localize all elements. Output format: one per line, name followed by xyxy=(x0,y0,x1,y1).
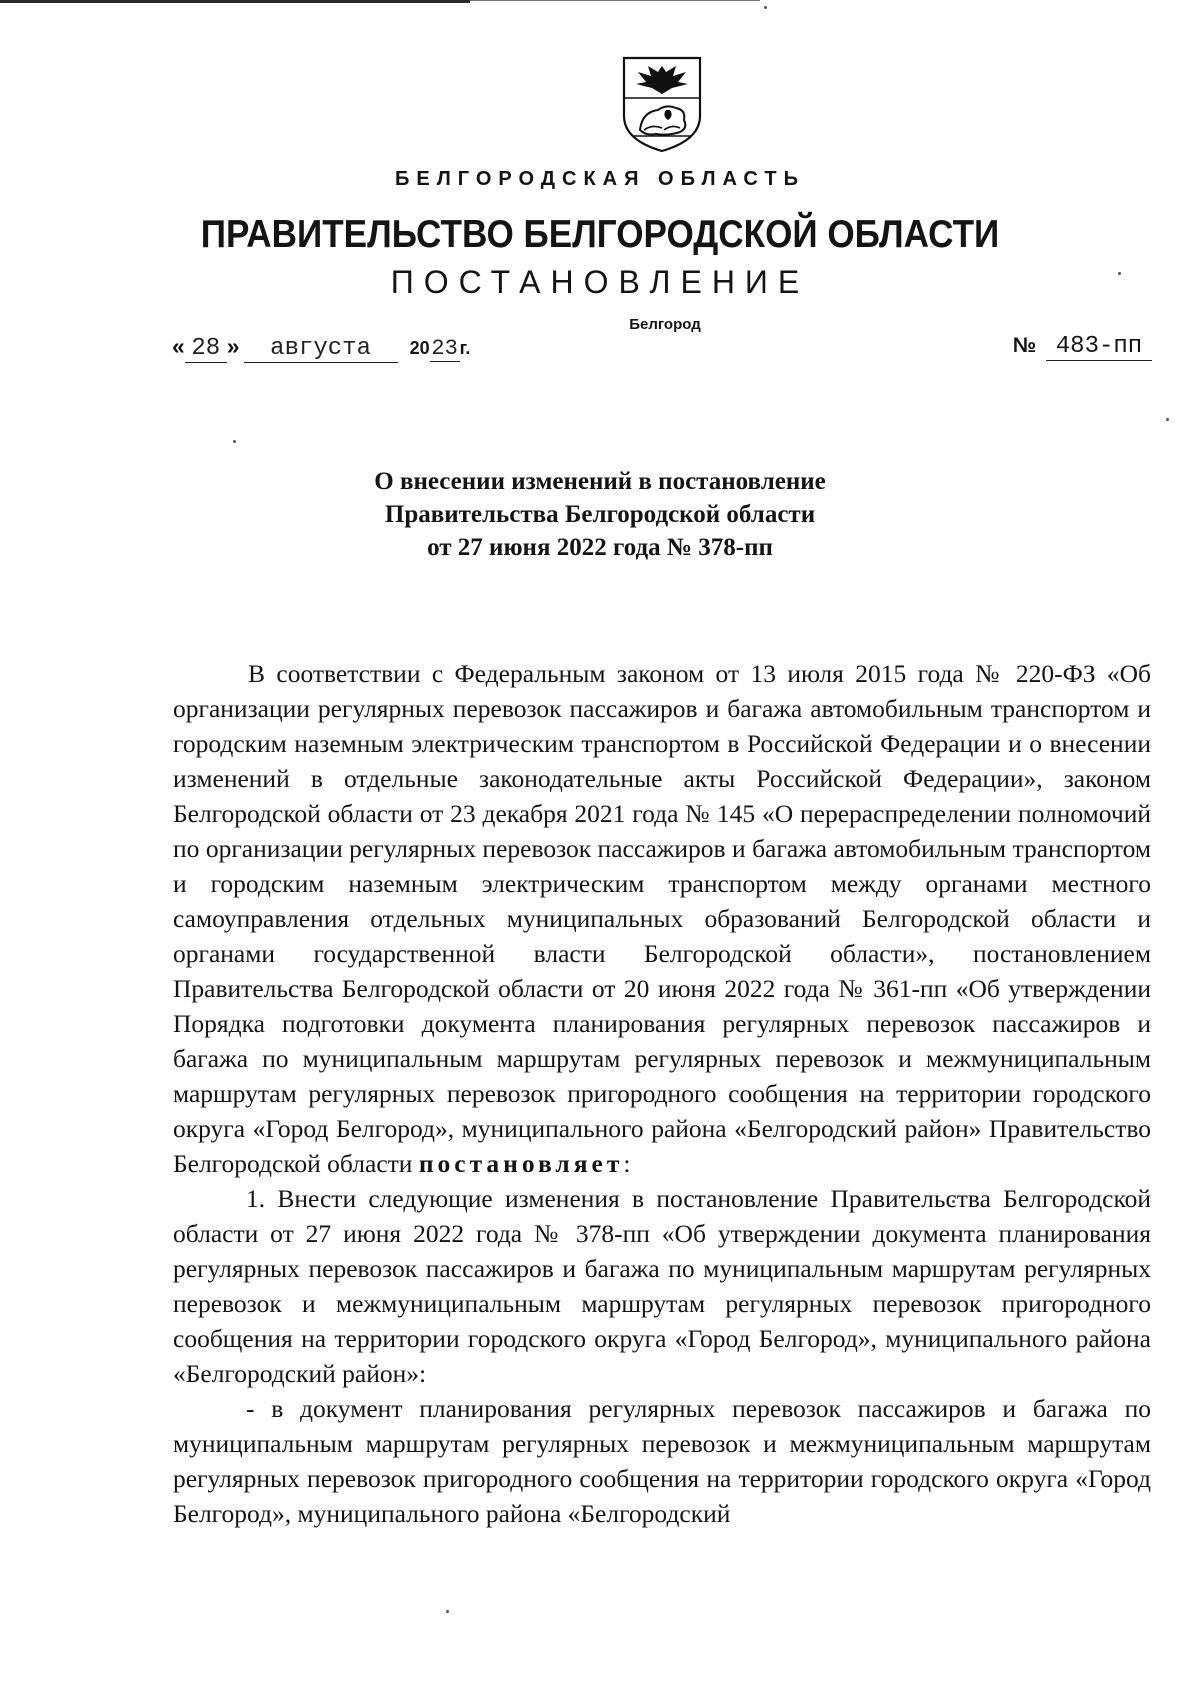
preamble-text: В соответствии с Федеральным законом от 13 июля 2015 года № 220-ФЗ «Об организации регулярных перевозок пассажиров и багажа автомобильным транспортом и городским наземным электрическим транспортом в Российской Федерации и о внесении изменений в отдельные законодательные акты Российской Федерации», законом Белгородской области от 23 декабря 2021 года № 145 «О перераспределении полномочий по организации регулярных перевозок пассажиров и багажа автомобильным транспортом и городским наземным электрическим транспортом между органами местного самоуправления отдельных муниципальных образований Белгородской области и органами государственной власти Белгородской области», постановлением Правительства Белгородской области от 20 июня 2022 года № 361-пп «Об утверждении Порядка подготовки документа планирования регулярных перевозок пассажиров и багажа по муниципальным маршрутам регулярных перевозок и межмуниципальным маршрутам регулярных перевозок пригородного сообщения на территории городского округа «Город Белгород», муниципального района «Белгородский район» Правительство Белгородской области xyxy=(173,659,1151,1178)
resolves-word: постановляет xyxy=(418,1149,624,1178)
scan-speck xyxy=(233,440,236,443)
date-year-suffix: 23 xyxy=(431,336,458,361)
scan-speck xyxy=(764,6,767,9)
date-year-unit: г. xyxy=(459,338,471,358)
item-1-sub-paragraph: - в документ планирования регулярных перевозок пассажиров и багажа по муниципальным маршрутам регулярных перевозок и межмуниципальным маршрутам регулярных перевозок пригородного сообщения на территории городского округа «Город Белгород», муниципального района «Белгородский xyxy=(173,1394,1151,1528)
coat-of-arms-icon xyxy=(618,54,706,154)
preamble-paragraph xyxy=(173,656,1151,1181)
date-open-quote: « xyxy=(172,333,185,359)
number-value: 483-пп xyxy=(1046,333,1152,361)
date-close-quote: » xyxy=(226,333,240,359)
document-date xyxy=(172,333,470,363)
scan-speck xyxy=(446,1610,449,1613)
title-line: от 27 июня 2022 года № 378-пп xyxy=(427,534,773,561)
region-name: БЕЛГОРОДСКАЯ ОБЛАСТЬ xyxy=(395,168,805,190)
city-name: Белгород xyxy=(629,316,701,333)
scan-edge-line xyxy=(470,0,760,1)
document-title xyxy=(0,465,1200,564)
resolves-colon: : xyxy=(623,1149,631,1178)
document-number xyxy=(1013,333,1152,361)
title-line: О внесении изменений в постановление xyxy=(374,468,826,495)
scan-edge-line xyxy=(0,0,470,3)
title-line: Правительства Белгородской области xyxy=(384,501,816,528)
number-prefix: № xyxy=(1012,334,1037,357)
date-day: 28 xyxy=(185,335,227,363)
document-body xyxy=(173,656,1151,1531)
item-1-paragraph: 1. Внести следующие изменения в постановление Правительства Белгородской области от 27 июня 2022 года № 378-пп «Об утверждении документа планирования регулярных перевозок пассажиров и багажа по муниципальным маршрутам регулярных перевозок и межмуниципальным маршрутам регулярных перевозок пригородного сообщения на территории городского округа «Город Белгород», муниципального района «Белгородский район»: xyxy=(173,1184,1151,1388)
document-type: ПОСТАНОВЛЕНИЕ xyxy=(390,264,810,300)
government-name: ПРАВИТЕЛЬСТВО БЕЛГОРОДСКОЙ ОБЛАСТИ xyxy=(200,213,1000,256)
date-year-prefix: 20 xyxy=(409,338,430,358)
date-month: августа xyxy=(244,335,398,363)
scan-speck xyxy=(1166,418,1169,421)
